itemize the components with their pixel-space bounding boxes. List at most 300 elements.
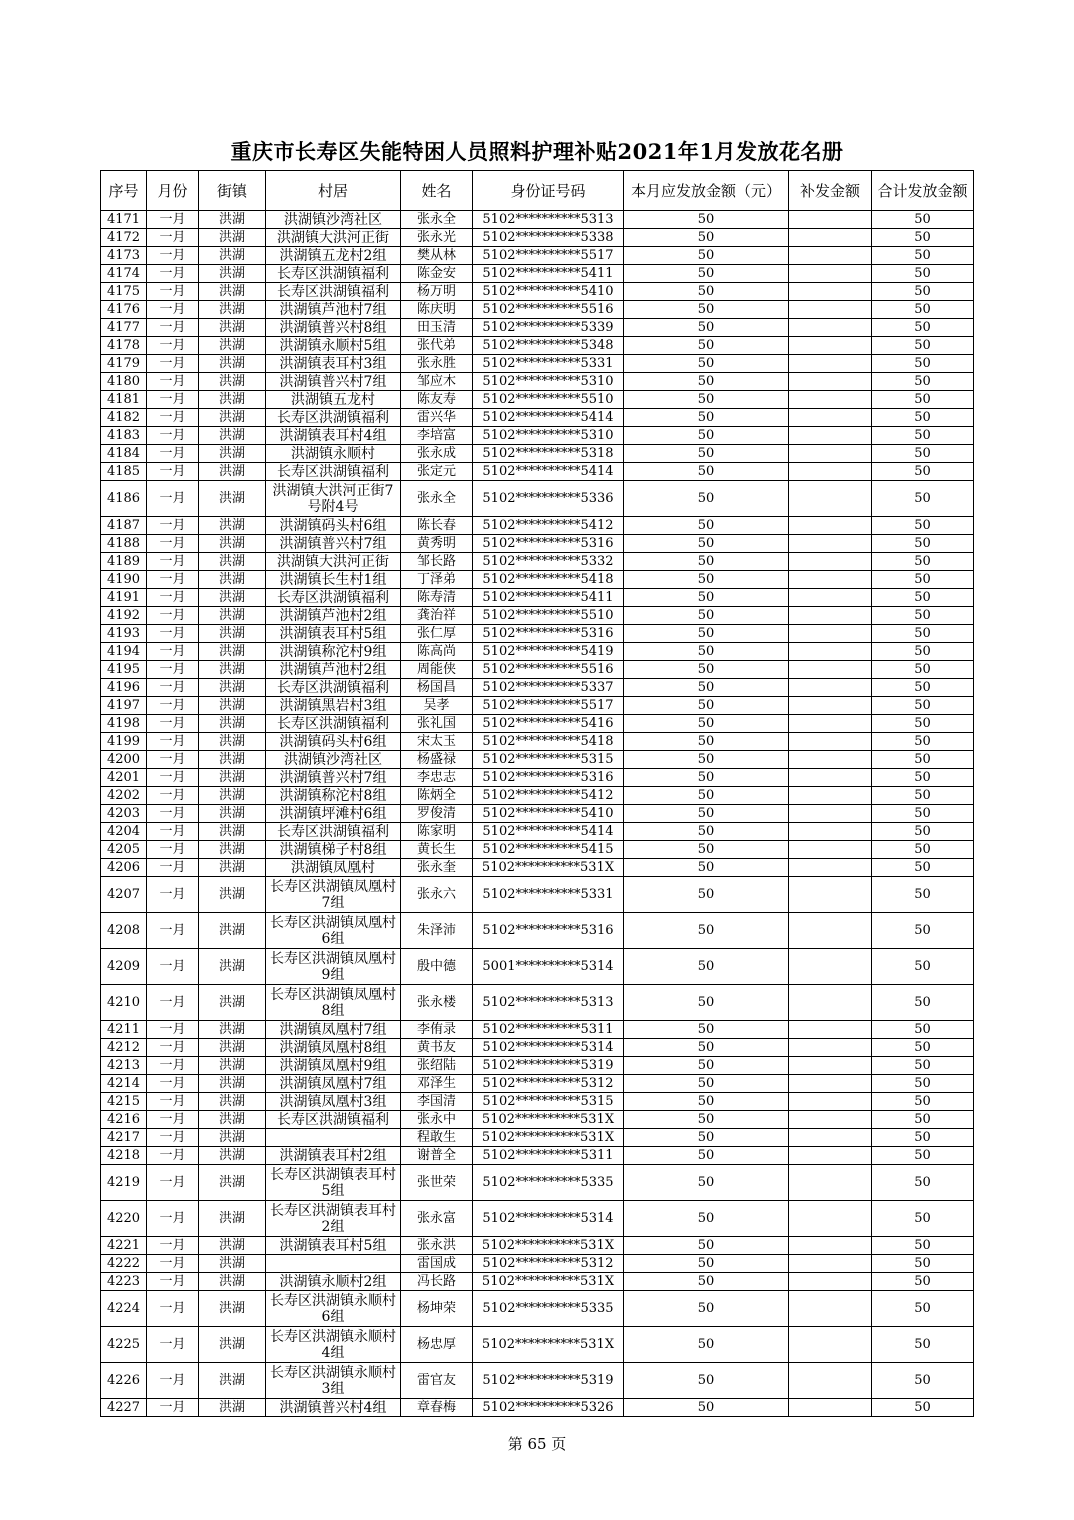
cell-total-amount: 50 [872, 751, 974, 769]
cell-monthly-amount: 50 [624, 841, 789, 859]
cell-name: 黄书友 [401, 1039, 473, 1057]
table-row [101, 1237, 974, 1255]
cell-month: 一月 [147, 391, 199, 409]
col-header-village: 村居 [266, 171, 401, 211]
cell-village: 长寿区洪湖镇表耳村2组 [266, 1201, 401, 1237]
cell-monthly-amount: 50 [624, 1255, 789, 1273]
cell-month: 一月 [147, 1039, 199, 1057]
cell-id-number: 5102**********5414 [473, 409, 624, 427]
cell-monthly-amount: 50 [624, 859, 789, 877]
cell-village: 长寿区洪湖镇福利 [266, 409, 401, 427]
cell-month: 一月 [147, 715, 199, 733]
cell-month: 一月 [147, 823, 199, 841]
cell-back-pay [789, 985, 872, 1021]
cell-village: 长寿区洪湖镇福利 [266, 679, 401, 697]
cell-village: 洪湖镇凤凰村9组 [266, 1057, 401, 1075]
cell-total-amount: 50 [872, 247, 974, 265]
cell-serial: 4216 [101, 1111, 147, 1129]
cell-serial: 4220 [101, 1201, 147, 1237]
cell-village: 长寿区洪湖镇永顺村3组 [266, 1363, 401, 1399]
cell-total-amount: 50 [872, 1111, 974, 1129]
table-body [101, 211, 974, 1417]
cell-name: 张永中 [401, 1111, 473, 1129]
cell-town: 洪湖 [199, 1165, 266, 1201]
cell-village: 长寿区洪湖镇福利 [266, 715, 401, 733]
cell-town: 洪湖 [199, 1399, 266, 1417]
cell-id-number: 5102**********5410 [473, 283, 624, 301]
cell-town: 洪湖 [199, 409, 266, 427]
cell-village: 洪湖镇普兴村7组 [266, 373, 401, 391]
table-row [101, 445, 974, 463]
cell-name: 邹长路 [401, 553, 473, 571]
cell-town: 洪湖 [199, 481, 266, 517]
table-row [101, 1021, 974, 1039]
cell-name: 谢普全 [401, 1147, 473, 1165]
cell-monthly-amount: 50 [624, 715, 789, 733]
cell-month: 一月 [147, 1273, 199, 1291]
cell-total-amount: 50 [872, 805, 974, 823]
table-row [101, 823, 974, 841]
cell-total-amount: 50 [872, 283, 974, 301]
cell-serial: 4180 [101, 373, 147, 391]
cell-town: 洪湖 [199, 319, 266, 337]
table-row [101, 1165, 974, 1201]
cell-back-pay [789, 877, 872, 913]
cell-monthly-amount: 50 [624, 661, 789, 679]
cell-monthly-amount: 50 [624, 391, 789, 409]
cell-serial: 4191 [101, 589, 147, 607]
cell-monthly-amount: 50 [624, 985, 789, 1021]
cell-monthly-amount: 50 [624, 643, 789, 661]
cell-town: 洪湖 [199, 1291, 266, 1327]
cell-month: 一月 [147, 1111, 199, 1129]
cell-village: 洪湖镇码头村6组 [266, 733, 401, 751]
cell-monthly-amount: 50 [624, 913, 789, 949]
cell-id-number: 5102**********5510 [473, 607, 624, 625]
table-row [101, 481, 974, 517]
cell-village: 洪湖镇永顺村5组 [266, 337, 401, 355]
cell-name: 邹应木 [401, 373, 473, 391]
cell-total-amount: 50 [872, 319, 974, 337]
cell-village: 洪湖镇凤凰村8组 [266, 1039, 401, 1057]
cell-monthly-amount: 50 [624, 373, 789, 391]
cell-name: 张绍陆 [401, 1057, 473, 1075]
cell-town: 洪湖 [199, 229, 266, 247]
cell-id-number: 5102**********5312 [473, 1255, 624, 1273]
table-row [101, 643, 974, 661]
cell-village: 洪湖镇梯子村8组 [266, 841, 401, 859]
cell-id-number: 5102**********5415 [473, 841, 624, 859]
cell-name: 李培富 [401, 427, 473, 445]
cell-village: 洪湖镇芦池村2组 [266, 661, 401, 679]
cell-back-pay [789, 1021, 872, 1039]
cell-total-amount: 50 [872, 445, 974, 463]
cell-village: 长寿区洪湖镇凤凰村7组 [266, 877, 401, 913]
cell-name: 李侑录 [401, 1021, 473, 1039]
col-header-total-amount: 合计发放金额 [872, 171, 974, 211]
cell-back-pay [789, 715, 872, 733]
cell-total-amount: 50 [872, 1255, 974, 1273]
cell-month: 一月 [147, 787, 199, 805]
cell-total-amount: 50 [872, 1039, 974, 1057]
cell-town: 洪湖 [199, 643, 266, 661]
cell-month: 一月 [147, 1057, 199, 1075]
cell-total-amount: 50 [872, 1165, 974, 1201]
cell-town: 洪湖 [199, 301, 266, 319]
cell-total-amount: 50 [872, 1201, 974, 1237]
table-row [101, 1201, 974, 1237]
cell-town: 洪湖 [199, 751, 266, 769]
cell-name: 杨万明 [401, 283, 473, 301]
cell-id-number: 5102**********5348 [473, 337, 624, 355]
cell-town: 洪湖 [199, 445, 266, 463]
cell-id-number: 5102**********5411 [473, 265, 624, 283]
table-row [101, 841, 974, 859]
cell-total-amount: 50 [872, 985, 974, 1021]
cell-back-pay [789, 517, 872, 535]
cell-id-number: 5102**********5314 [473, 1201, 624, 1237]
cell-town: 洪湖 [199, 949, 266, 985]
cell-back-pay [789, 355, 872, 373]
cell-village: 洪湖镇凤凰村 [266, 859, 401, 877]
cell-serial: 4179 [101, 355, 147, 373]
cell-id-number: 5102**********5310 [473, 373, 624, 391]
cell-town: 洪湖 [199, 661, 266, 679]
cell-name: 张永楼 [401, 985, 473, 1021]
cell-town: 洪湖 [199, 769, 266, 787]
cell-monthly-amount: 50 [624, 319, 789, 337]
cell-serial: 4177 [101, 319, 147, 337]
cell-monthly-amount: 50 [624, 517, 789, 535]
cell-month: 一月 [147, 535, 199, 553]
cell-village: 洪湖镇表耳村5组 [266, 625, 401, 643]
cell-town: 洪湖 [199, 715, 266, 733]
cell-village: 洪湖镇大洪河正街 [266, 553, 401, 571]
table-row [101, 805, 974, 823]
cell-id-number: 5102**********5316 [473, 913, 624, 949]
table-row [101, 607, 974, 625]
cell-serial: 4221 [101, 1237, 147, 1255]
col-header-serial: 序号 [101, 171, 147, 211]
page-number: 第 65 页 [507, 1435, 567, 1453]
col-header-back-pay: 补发金额 [789, 171, 872, 211]
cell-monthly-amount: 50 [624, 427, 789, 445]
cell-serial: 4227 [101, 1399, 147, 1417]
cell-town: 洪湖 [199, 211, 266, 229]
cell-month: 一月 [147, 1093, 199, 1111]
cell-town: 洪湖 [199, 337, 266, 355]
cell-total-amount: 50 [872, 769, 974, 787]
cell-back-pay [789, 859, 872, 877]
cell-monthly-amount: 50 [624, 1039, 789, 1057]
cell-back-pay [789, 553, 872, 571]
cell-back-pay [789, 1327, 872, 1363]
cell-town: 洪湖 [199, 733, 266, 751]
cell-serial: 4190 [101, 571, 147, 589]
cell-serial: 4226 [101, 1363, 147, 1399]
cell-monthly-amount: 50 [624, 679, 789, 697]
cell-back-pay [789, 1291, 872, 1327]
cell-id-number: 5102**********5411 [473, 589, 624, 607]
cell-village: 长寿区洪湖镇凤凰村9组 [266, 949, 401, 985]
cell-back-pay [789, 1255, 872, 1273]
cell-month: 一月 [147, 301, 199, 319]
cell-serial: 4188 [101, 535, 147, 553]
cell-month: 一月 [147, 1021, 199, 1039]
cell-serial: 4214 [101, 1075, 147, 1093]
cell-serial: 4189 [101, 553, 147, 571]
cell-serial: 4176 [101, 301, 147, 319]
cell-month: 一月 [147, 211, 199, 229]
cell-monthly-amount: 50 [624, 337, 789, 355]
cell-monthly-amount: 50 [624, 571, 789, 589]
cell-serial: 4174 [101, 265, 147, 283]
cell-name: 张永胜 [401, 355, 473, 373]
cell-monthly-amount: 50 [624, 751, 789, 769]
cell-back-pay [789, 319, 872, 337]
cell-total-amount: 50 [872, 949, 974, 985]
cell-monthly-amount: 50 [624, 1093, 789, 1111]
cell-total-amount: 50 [872, 301, 974, 319]
table-row [101, 247, 974, 265]
cell-monthly-amount: 50 [624, 1165, 789, 1201]
cell-village: 洪湖镇称沱村9组 [266, 643, 401, 661]
cell-serial: 4219 [101, 1165, 147, 1201]
cell-total-amount: 50 [872, 211, 974, 229]
cell-serial: 4217 [101, 1129, 147, 1147]
cell-back-pay [789, 1111, 872, 1129]
cell-back-pay [789, 841, 872, 859]
cell-back-pay [789, 427, 872, 445]
cell-monthly-amount: 50 [624, 211, 789, 229]
cell-serial: 4185 [101, 463, 147, 481]
cell-month: 一月 [147, 409, 199, 427]
cell-village: 洪湖镇凤凰村7组 [266, 1021, 401, 1039]
cell-monthly-amount: 50 [624, 247, 789, 265]
cell-name: 张永全 [401, 481, 473, 517]
cell-back-pay [789, 1201, 872, 1237]
cell-back-pay [789, 733, 872, 751]
cell-month: 一月 [147, 769, 199, 787]
cell-total-amount: 50 [872, 355, 974, 373]
cell-total-amount: 50 [872, 463, 974, 481]
table-row [101, 913, 974, 949]
col-header-name: 姓名 [401, 171, 473, 211]
cell-monthly-amount: 50 [624, 787, 789, 805]
cell-serial: 4210 [101, 985, 147, 1021]
cell-back-pay [789, 1057, 872, 1075]
table-row [101, 661, 974, 679]
cell-town: 洪湖 [199, 463, 266, 481]
cell-back-pay [789, 337, 872, 355]
cell-month: 一月 [147, 805, 199, 823]
cell-monthly-amount: 50 [624, 1273, 789, 1291]
cell-back-pay [789, 697, 872, 715]
cell-name: 张世荣 [401, 1165, 473, 1201]
table-row [101, 877, 974, 913]
cell-total-amount: 50 [872, 607, 974, 625]
cell-total-amount: 50 [872, 661, 974, 679]
table-row [101, 1111, 974, 1129]
cell-village: 洪湖镇芦池村2组 [266, 607, 401, 625]
table-row [101, 211, 974, 229]
cell-total-amount: 50 [872, 679, 974, 697]
col-header-month: 月份 [147, 171, 199, 211]
cell-month: 一月 [147, 1399, 199, 1417]
cell-id-number: 5102**********5510 [473, 391, 624, 409]
cell-total-amount: 50 [872, 859, 974, 877]
col-header-town: 街镇 [199, 171, 266, 211]
cell-serial: 4178 [101, 337, 147, 355]
cell-month: 一月 [147, 319, 199, 337]
cell-village: 长寿区洪湖镇福利 [266, 823, 401, 841]
table-row [101, 1255, 974, 1273]
cell-village: 长寿区洪湖镇凤凰村8组 [266, 985, 401, 1021]
cell-total-amount: 50 [872, 535, 974, 553]
cell-total-amount: 50 [872, 841, 974, 859]
cell-serial: 4207 [101, 877, 147, 913]
cell-id-number: 5102**********5337 [473, 679, 624, 697]
cell-id-number: 5102**********531X [473, 1237, 624, 1255]
cell-total-amount: 50 [872, 1075, 974, 1093]
table-row [101, 535, 974, 553]
cell-name: 宋太玉 [401, 733, 473, 751]
cell-id-number: 5102**********5326 [473, 1399, 624, 1417]
cell-name: 张永富 [401, 1201, 473, 1237]
cell-month: 一月 [147, 481, 199, 517]
table-row [101, 373, 974, 391]
cell-id-number: 5102**********5416 [473, 715, 624, 733]
cell-town: 洪湖 [199, 787, 266, 805]
cell-name: 黄秀明 [401, 535, 473, 553]
cell-total-amount: 50 [872, 643, 974, 661]
cell-month: 一月 [147, 229, 199, 247]
cell-village: 长寿区洪湖镇永顺村6组 [266, 1291, 401, 1327]
cell-id-number: 5102**********5312 [473, 1075, 624, 1093]
cell-town: 洪湖 [199, 247, 266, 265]
cell-village: 洪湖镇称沱村8组 [266, 787, 401, 805]
table-row [101, 1363, 974, 1399]
cell-back-pay [789, 805, 872, 823]
cell-town: 洪湖 [199, 607, 266, 625]
table-row [101, 1075, 974, 1093]
cell-total-amount: 50 [872, 1399, 974, 1417]
cell-total-amount: 50 [872, 589, 974, 607]
table-row [101, 1129, 974, 1147]
cell-id-number: 5102**********5311 [473, 1021, 624, 1039]
cell-town: 洪湖 [199, 589, 266, 607]
cell-back-pay [789, 769, 872, 787]
table-row [101, 1291, 974, 1327]
cell-name: 邓泽生 [401, 1075, 473, 1093]
cell-town: 洪湖 [199, 841, 266, 859]
cell-monthly-amount: 50 [624, 1291, 789, 1327]
cell-monthly-amount: 50 [624, 1399, 789, 1417]
cell-village: 洪湖镇黑岩村3组 [266, 697, 401, 715]
cell-id-number: 5102**********5316 [473, 625, 624, 643]
cell-total-amount: 50 [872, 553, 974, 571]
cell-village: 洪湖镇沙湾社区 [266, 211, 401, 229]
cell-monthly-amount: 50 [624, 769, 789, 787]
cell-back-pay [789, 1075, 872, 1093]
cell-serial: 4212 [101, 1039, 147, 1057]
cell-total-amount: 50 [872, 823, 974, 841]
cell-back-pay [789, 1165, 872, 1201]
table-header-row [101, 171, 974, 211]
cell-id-number: 5102**********5517 [473, 697, 624, 715]
cell-monthly-amount: 50 [624, 1363, 789, 1399]
cell-village [266, 1255, 401, 1273]
cell-id-number: 5102**********5315 [473, 1093, 624, 1111]
cell-name: 罗俊清 [401, 805, 473, 823]
cell-village: 洪湖镇表耳村2组 [266, 1147, 401, 1165]
cell-town: 洪湖 [199, 805, 266, 823]
cell-serial: 4175 [101, 283, 147, 301]
cell-id-number: 5102**********5418 [473, 733, 624, 751]
cell-month: 一月 [147, 1291, 199, 1327]
cell-total-amount: 50 [872, 481, 974, 517]
cell-month: 一月 [147, 877, 199, 913]
cell-town: 洪湖 [199, 823, 266, 841]
cell-serial: 4225 [101, 1327, 147, 1363]
cell-month: 一月 [147, 517, 199, 535]
cell-total-amount: 50 [872, 1093, 974, 1111]
cell-back-pay [789, 589, 872, 607]
cell-village: 长寿区洪湖镇福利 [266, 463, 401, 481]
cell-back-pay [789, 463, 872, 481]
cell-total-amount: 50 [872, 1057, 974, 1075]
cell-name: 吴孝 [401, 697, 473, 715]
cell-id-number: 5102**********5412 [473, 517, 624, 535]
cell-monthly-amount: 50 [624, 1129, 789, 1147]
cell-month: 一月 [147, 1237, 199, 1255]
cell-back-pay [789, 823, 872, 841]
cell-village: 洪湖镇普兴村4组 [266, 1399, 401, 1417]
table-row [101, 1147, 974, 1165]
table-row [101, 337, 974, 355]
cell-id-number: 5102**********5313 [473, 211, 624, 229]
cell-monthly-amount: 50 [624, 1057, 789, 1075]
cell-serial: 4183 [101, 427, 147, 445]
cell-serial: 4197 [101, 697, 147, 715]
cell-back-pay [789, 1399, 872, 1417]
cell-village: 洪湖镇普兴村8组 [266, 319, 401, 337]
cell-back-pay [789, 643, 872, 661]
cell-id-number: 5102**********5314 [473, 1039, 624, 1057]
cell-id-number: 5102**********5311 [473, 1147, 624, 1165]
cell-month: 一月 [147, 1129, 199, 1147]
cell-month: 一月 [147, 265, 199, 283]
cell-month: 一月 [147, 1075, 199, 1093]
cell-month: 一月 [147, 283, 199, 301]
cell-name: 程敢生 [401, 1129, 473, 1147]
cell-name: 李国清 [401, 1093, 473, 1111]
cell-back-pay [789, 625, 872, 643]
cell-serial: 4194 [101, 643, 147, 661]
cell-month: 一月 [147, 625, 199, 643]
table-row [101, 859, 974, 877]
cell-total-amount: 50 [872, 625, 974, 643]
cell-town: 洪湖 [199, 553, 266, 571]
cell-serial: 4203 [101, 805, 147, 823]
cell-name: 张代弟 [401, 337, 473, 355]
table-row [101, 697, 974, 715]
cell-month: 一月 [147, 337, 199, 355]
cell-serial: 4184 [101, 445, 147, 463]
cell-id-number: 5102**********5335 [473, 1165, 624, 1201]
cell-total-amount: 50 [872, 913, 974, 949]
cell-month: 一月 [147, 589, 199, 607]
